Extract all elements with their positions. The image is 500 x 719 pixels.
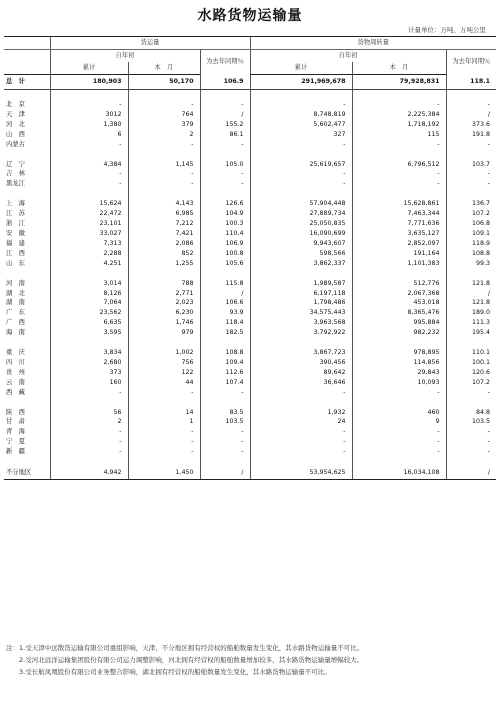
turnover-month: 1,718,192 [352, 120, 446, 130]
turnover-yoy: 100.1 [446, 358, 496, 368]
footnotes [6, 642, 494, 678]
turnover-month: 995,884 [352, 318, 446, 328]
volume-cumulative: 160 [50, 378, 128, 388]
turnover-cumulative: - [250, 179, 352, 189]
region-name: 内蒙古 [6, 140, 25, 148]
turnover-yoy: 118.1 [446, 75, 496, 90]
header-turnover-month: 本 月 [352, 62, 446, 75]
turnover-month: 460 [352, 408, 446, 418]
region-name: 江 西 [6, 249, 25, 257]
region-name: 甘 肃 [6, 418, 25, 426]
turnover-cumulative: - [250, 169, 352, 179]
turnover-yoy: - [446, 140, 496, 150]
volume-yoy: 112.6 [200, 368, 250, 378]
table-row [4, 130, 496, 140]
table-row [4, 229, 496, 239]
turnover-cumulative: 327 [250, 130, 352, 140]
unit-label: 计量单位：万吨、万吨公里 [408, 26, 486, 34]
region-name: 河 北 [6, 120, 25, 128]
volume-month: 14 [128, 408, 200, 418]
table-row [4, 209, 496, 219]
volume-month: - [128, 447, 200, 457]
volume-month: 756 [128, 358, 200, 368]
turnover-yoy: 121.8 [446, 298, 496, 308]
turnover-month: - [352, 437, 446, 447]
volume-cumulative: - [50, 100, 128, 110]
volume-cumulative: 23,101 [50, 219, 128, 229]
region-name: 贵 州 [6, 368, 25, 376]
turnover-cumulative: - [250, 100, 352, 110]
turnover-yoy: / [446, 289, 496, 299]
table-row [4, 249, 496, 259]
volume-cumulative: 180,903 [50, 75, 128, 90]
turnover-yoy: 109.1 [446, 229, 496, 239]
volume-yoy: - [200, 388, 250, 398]
volume-yoy: 109.4 [200, 358, 250, 368]
turnover-cumulative: 3,867,723 [250, 348, 352, 358]
turnover-month: 1,101,383 [352, 259, 446, 269]
volume-cumulative: 33,027 [50, 229, 128, 239]
turnover-yoy: / [446, 110, 496, 120]
table-row [4, 437, 496, 447]
volume-cumulative: - [50, 388, 128, 398]
volume-yoy: 106.9 [200, 239, 250, 249]
volume-month: 7,421 [128, 229, 200, 239]
table-row [4, 279, 496, 289]
table-row [4, 199, 496, 209]
region-name: 江 苏 [6, 210, 25, 218]
volume-month: 6,985 [128, 209, 200, 219]
turnover-cumulative: 3,792,922 [250, 328, 352, 338]
volume-cumulative: 7,313 [50, 239, 128, 249]
region-name: 西 藏 [6, 388, 25, 396]
volume-month: - [128, 388, 200, 398]
region-name: 黑龙江 [6, 180, 25, 188]
volume-month: 44 [128, 378, 200, 388]
turnover-month: - [352, 388, 446, 398]
turnover-yoy: 118.9 [446, 239, 496, 249]
region-name: 安 徽 [6, 229, 25, 237]
volume-yoy: 93.9 [200, 308, 250, 318]
turnover-cumulative: 16,090,699 [250, 229, 352, 239]
volume-cumulative: 3012 [50, 110, 128, 120]
group-spacer [4, 269, 496, 279]
header-volume: 货运量 [50, 37, 250, 50]
region-name: 辽 宁 [6, 160, 25, 168]
volume-yoy: 107.4 [200, 378, 250, 388]
turnover-yoy: 107.2 [446, 209, 496, 219]
turnover-yoy: 106.8 [446, 219, 496, 229]
volume-yoy: - [200, 437, 250, 447]
table-row [4, 417, 496, 427]
table-row [4, 100, 496, 110]
table-row [4, 318, 496, 328]
volume-month: - [128, 179, 200, 189]
table-row [4, 140, 496, 150]
volume-cumulative: 7,064 [50, 298, 128, 308]
header-region-blank [4, 37, 50, 50]
volume-month: 4,143 [128, 199, 200, 209]
volume-yoy: 105.0 [200, 160, 250, 170]
turnover-yoy: 195.4 [446, 328, 496, 338]
turnover-cumulative: 25,619,657 [250, 160, 352, 170]
turnover-month: 6,796,512 [352, 160, 446, 170]
table-row [4, 358, 496, 368]
volume-yoy: - [200, 427, 250, 437]
table-row [4, 378, 496, 388]
turnover-month: - [352, 169, 446, 179]
volume-cumulative: - [50, 140, 128, 150]
table-row [4, 447, 496, 457]
volume-yoy: / [200, 467, 250, 480]
volume-yoy: 86.1 [200, 130, 250, 140]
turnover-month: 978,895 [352, 348, 446, 358]
volume-month: 764 [128, 110, 200, 120]
turnover-month: - [352, 447, 446, 457]
volume-month: 6,230 [128, 308, 200, 318]
volume-month: 2,771 [128, 289, 200, 299]
volume-yoy: - [200, 169, 250, 179]
turnover-month: 2,852,097 [352, 239, 446, 249]
table-row [4, 179, 496, 189]
turnover-yoy: 108.8 [446, 249, 496, 259]
table-row [4, 239, 496, 249]
turnover-month: - [352, 179, 446, 189]
volume-month: 50,170 [128, 75, 200, 90]
turnover-cumulative: 1,989,587 [250, 279, 352, 289]
volume-cumulative: 6 [50, 130, 128, 140]
group-spacer [4, 398, 496, 408]
region-name: 天 津 [6, 110, 25, 118]
turnover-cumulative: 89,642 [250, 368, 352, 378]
volume-month: 1,746 [128, 318, 200, 328]
turnover-month: 7,463,344 [352, 209, 446, 219]
turnover-month: 982,232 [352, 328, 446, 338]
turnover-month: 191,164 [352, 249, 446, 259]
volume-month: 852 [128, 249, 200, 259]
turnover-cumulative: 1,932 [250, 408, 352, 418]
turnover-yoy: 191.8 [446, 130, 496, 140]
table-row [4, 308, 496, 318]
region-name: 四 川 [6, 358, 25, 366]
volume-yoy: 108.8 [200, 348, 250, 358]
turnover-month: 512,776 [352, 279, 446, 289]
turnover-cumulative: - [250, 140, 352, 150]
turnover-month: 16,034,108 [352, 467, 446, 480]
turnover-yoy: - [446, 447, 496, 457]
region-name: 云 南 [6, 378, 25, 386]
turnover-month: 79,928,831 [352, 75, 446, 90]
volume-yoy: 126.6 [200, 199, 250, 209]
volume-cumulative: 2 [50, 417, 128, 427]
region-name: 上 海 [6, 200, 25, 208]
turnover-cumulative: - [250, 437, 352, 447]
volume-yoy: / [200, 110, 250, 120]
volume-yoy: 83.5 [200, 408, 250, 418]
volume-cumulative: 3,595 [50, 328, 128, 338]
volume-month: - [128, 437, 200, 447]
header-volume-yoy: 为去年同期％ [200, 50, 250, 75]
turnover-cumulative: 57,904,448 [250, 199, 352, 209]
volume-cumulative: 3,834 [50, 348, 128, 358]
volume-month: 379 [128, 120, 200, 130]
volume-cumulative: 22,472 [50, 209, 128, 219]
volume-month: 7,212 [128, 219, 200, 229]
region-name: 不分地区 [4, 467, 50, 480]
header-turnover-ytd: 自年初 [250, 50, 446, 63]
volume-month: 1,450 [128, 467, 200, 480]
table-row [4, 160, 496, 170]
region-name: 宁 夏 [6, 438, 25, 446]
volume-yoy: - [200, 140, 250, 150]
volume-month: 979 [128, 328, 200, 338]
turnover-cumulative: 36,646 [250, 378, 352, 388]
region-name: 总 计 [4, 75, 50, 90]
region-name: 浙 江 [6, 220, 25, 228]
group-spacer [4, 338, 496, 348]
table-row [4, 219, 496, 229]
total-row [4, 75, 496, 90]
table-body [4, 75, 496, 480]
volume-cumulative: 15,624 [50, 199, 128, 209]
volume-cumulative: 3,014 [50, 279, 128, 289]
volume-cumulative: - [50, 437, 128, 447]
turnover-month: 2,225,384 [352, 110, 446, 120]
volume-cumulative: - [50, 179, 128, 189]
turnover-yoy: 189.0 [446, 308, 496, 318]
volume-cumulative: - [50, 427, 128, 437]
region-name: 福 建 [6, 239, 25, 247]
volume-yoy: 100.3 [200, 219, 250, 229]
volume-month: 1,145 [128, 160, 200, 170]
turnover-cumulative: 53,954,625 [250, 467, 352, 480]
table-row [4, 289, 496, 299]
footnote: 注：1.受天津中远散货运输有限公司重组影响，天津、不分地区拥有经营权的船舶数量发生变化，其水路货物运输量不可比。 [6, 644, 364, 652]
volume-cumulative: 4,384 [50, 160, 128, 170]
volume-yoy: - [200, 100, 250, 110]
table-row [4, 348, 496, 358]
volume-month: 122 [128, 368, 200, 378]
volume-yoy: 103.5 [200, 417, 250, 427]
volume-yoy: 106.9 [200, 75, 250, 90]
volume-month: - [128, 169, 200, 179]
turnover-cumulative: 3,963,568 [250, 318, 352, 328]
group-spacer [4, 189, 496, 199]
volume-cumulative: 6,635 [50, 318, 128, 328]
volume-cumulative: 1,380 [50, 120, 128, 130]
table-row [4, 368, 496, 378]
turnover-cumulative: 6,197,118 [250, 289, 352, 299]
region-name: 海 南 [6, 329, 25, 337]
turnover-cumulative: 3,862,337 [250, 259, 352, 269]
volume-cumulative: - [50, 447, 128, 457]
table-row [4, 110, 496, 120]
turnover-cumulative: 598,566 [250, 249, 352, 259]
volume-month: 2 [128, 130, 200, 140]
volume-month: - [128, 427, 200, 437]
table-row [4, 298, 496, 308]
volume-cumulative: 2,288 [50, 249, 128, 259]
turnover-cumulative: - [250, 427, 352, 437]
turnover-yoy: 111.3 [446, 318, 496, 328]
freight-table [4, 36, 496, 480]
turnover-yoy: 121.8 [446, 279, 496, 289]
volume-month: 1 [128, 417, 200, 427]
turnover-month: - [352, 140, 446, 150]
volume-yoy: 105.6 [200, 259, 250, 269]
turnover-cumulative: 25,050,835 [250, 219, 352, 229]
table-row [4, 427, 496, 437]
volume-cumulative: 2,680 [50, 358, 128, 368]
turnover-yoy: 120.6 [446, 368, 496, 378]
volume-cumulative: 23,562 [50, 308, 128, 318]
volume-yoy: 182.5 [200, 328, 250, 338]
turnover-cumulative: - [250, 447, 352, 457]
volume-cumulative: 4,942 [50, 467, 128, 480]
table-row [4, 259, 496, 269]
table-row [4, 120, 496, 130]
page-title: 水路货物运输量 [197, 8, 303, 24]
table-row [4, 328, 496, 338]
table-row [4, 408, 496, 418]
turnover-yoy: - [446, 437, 496, 447]
volume-yoy: 100.8 [200, 249, 250, 259]
region-name: 河 南 [6, 279, 25, 287]
turnover-cumulative: 1,798,486 [250, 298, 352, 308]
header-volume-cumulative: 累计 [50, 62, 128, 75]
volume-yoy: - [200, 179, 250, 189]
region-name: 湖 北 [6, 289, 25, 297]
header-turnover-cumulative: 累计 [250, 62, 352, 75]
region-name: 陕 西 [6, 408, 25, 416]
turnover-month: 453,018 [352, 298, 446, 308]
volume-yoy: - [200, 447, 250, 457]
turnover-yoy: 110.1 [446, 348, 496, 358]
turnover-yoy: 84.8 [446, 408, 496, 418]
turnover-cumulative: - [250, 388, 352, 398]
turnover-cumulative: 9,943,607 [250, 239, 352, 249]
turnover-month: 10,093 [352, 378, 446, 388]
turnover-cumulative: 8,748,819 [250, 110, 352, 120]
header-volume-ytd: 自年初 [50, 50, 200, 63]
volume-yoy: 110.4 [200, 229, 250, 239]
turnover-month: 3,635,127 [352, 229, 446, 239]
volume-month: - [128, 140, 200, 150]
group-spacer [4, 90, 496, 101]
turnover-month: - [352, 100, 446, 110]
region-name: 山 东 [6, 259, 25, 267]
volume-month: 788 [128, 279, 200, 289]
turnover-month: 115 [352, 130, 446, 140]
turnover-yoy: - [446, 388, 496, 398]
volume-yoy: 104.9 [200, 209, 250, 219]
region-name: 广 西 [6, 319, 25, 327]
table-row [4, 388, 496, 398]
footnote: 3.受长航凤凰股份有限公司业务整合影响，湖北拥有经营权的船舶数量发生变化，其水路货物运输量不可比。 [6, 668, 331, 676]
volume-month: 2,086 [128, 239, 200, 249]
volume-cumulative: 8,126 [50, 289, 128, 299]
turnover-yoy: - [446, 169, 496, 179]
turnover-cumulative: 390,456 [250, 358, 352, 368]
turnover-yoy: / [446, 467, 496, 480]
volume-month: - [128, 100, 200, 110]
turnover-yoy: 136.7 [446, 199, 496, 209]
turnover-month: 7,771,636 [352, 219, 446, 229]
turnover-cumulative: 5,602,477 [250, 120, 352, 130]
footnote: 2.受河北远洋运输集团股份有限公司运力调整影响，河北拥有经营权的船舶数量增加较多，其水路货物运输量增幅较大。 [6, 656, 364, 664]
volume-yoy: / [200, 289, 250, 299]
region-name: 湖 南 [6, 299, 25, 307]
table-row-unassigned [4, 467, 496, 480]
volume-month: 1,255 [128, 259, 200, 269]
region-name: 重 庆 [6, 349, 25, 357]
header-turnover: 货物周转量 [250, 37, 496, 50]
region-name: 山 西 [6, 130, 25, 138]
turnover-yoy: 103.7 [446, 160, 496, 170]
region-name: 广 东 [6, 309, 25, 317]
group-spacer [4, 150, 496, 160]
turnover-month: 9 [352, 417, 446, 427]
turnover-month: - [352, 427, 446, 437]
table-row [4, 169, 496, 179]
turnover-month: 114,856 [352, 358, 446, 368]
volume-yoy: 115.8 [200, 279, 250, 289]
turnover-yoy: - [446, 100, 496, 110]
header-volume-month: 本 月 [128, 62, 200, 75]
turnover-cumulative: 34,575,443 [250, 308, 352, 318]
group-spacer [4, 457, 496, 467]
turnover-month: 8,365,476 [352, 308, 446, 318]
region-name: 新 疆 [6, 448, 25, 456]
volume-cumulative: 373 [50, 368, 128, 378]
volume-yoy: 118.4 [200, 318, 250, 328]
volume-yoy: 155.2 [200, 120, 250, 130]
turnover-month: 2,067,368 [352, 289, 446, 299]
turnover-yoy: - [446, 179, 496, 189]
turnover-month: 29,843 [352, 368, 446, 378]
header-turnover-yoy: 为去年同期％ [446, 50, 496, 75]
region-name: 北 京 [6, 101, 25, 108]
volume-yoy: 106.6 [200, 298, 250, 308]
region-name: 青 海 [6, 428, 25, 436]
turnover-cumulative: 291,969,678 [250, 75, 352, 90]
turnover-yoy: 107.2 [446, 378, 496, 388]
turnover-month: 15,628,861 [352, 199, 446, 209]
turnover-yoy: 373.6 [446, 120, 496, 130]
turnover-cumulative: 27,889,734 [250, 209, 352, 219]
region-name: 吉 林 [6, 170, 25, 178]
volume-month: 1,002 [128, 348, 200, 358]
volume-month: 2,023 [128, 298, 200, 308]
turnover-yoy: - [446, 427, 496, 437]
volume-cumulative: 4,251 [50, 259, 128, 269]
turnover-yoy: 99.3 [446, 259, 496, 269]
turnover-yoy: 103.5 [446, 417, 496, 427]
volume-cumulative: 56 [50, 408, 128, 418]
turnover-cumulative: 24 [250, 417, 352, 427]
volume-cumulative: - [50, 169, 128, 179]
